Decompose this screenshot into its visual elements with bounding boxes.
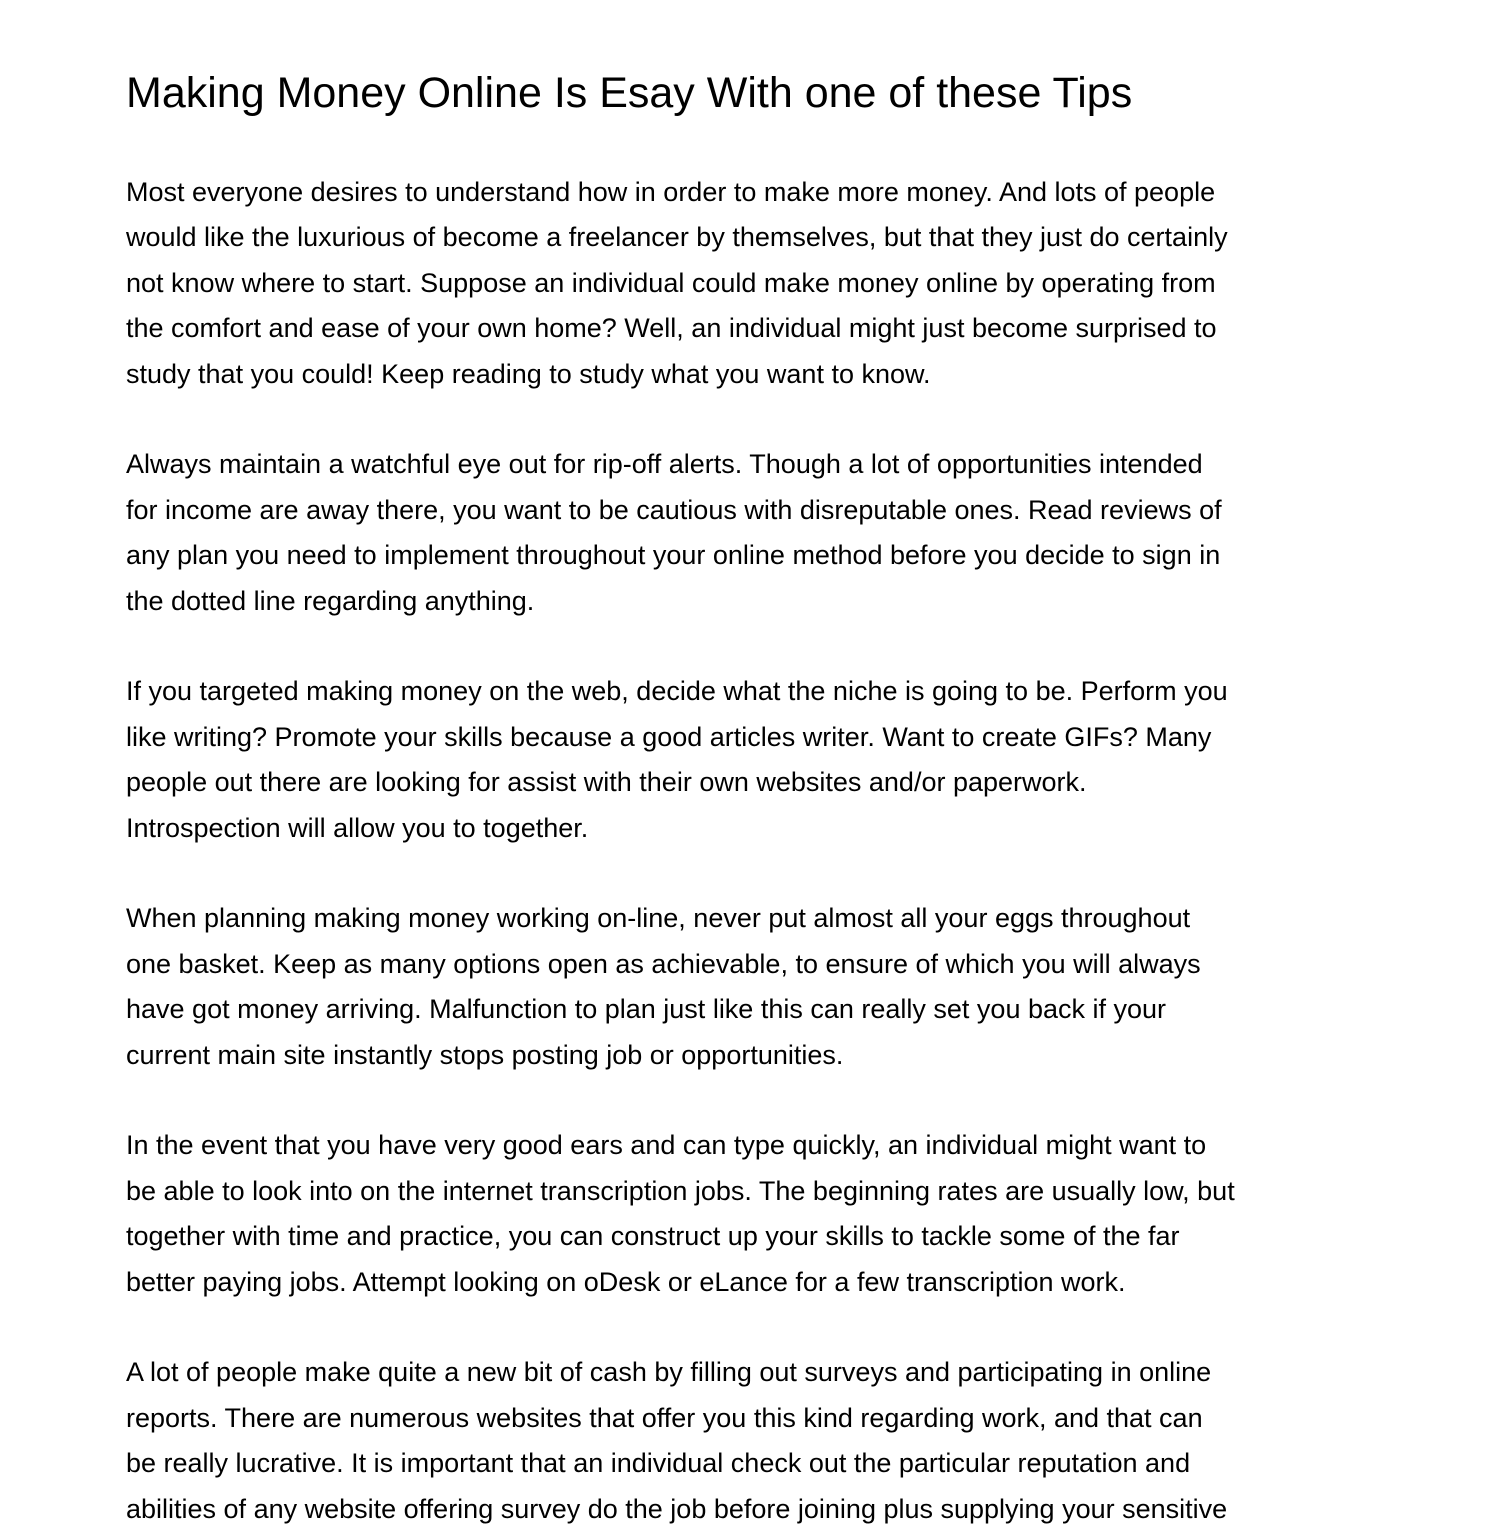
paragraph-line: abilities of any website offering survey do the job before joining plus supplying your sensitive (126, 1493, 1228, 1524)
paragraph-line: Introspection will allow you to together. (126, 812, 589, 843)
paragraph-line: like writing? Promote your skills because a good articles writer. Want to create GIFs? Many (126, 721, 1212, 752)
paragraph-line: reports. There are numerous websites that offer you this kind regarding work, and that can (126, 1402, 1203, 1433)
page-title: Making Money Online Is Esay With one of these Tips (126, 69, 1133, 117)
paragraph-surveys (126, 1350, 1376, 1532)
paragraph-scam-alerts (126, 442, 1376, 624)
paragraph-line: not know where to start. Suppose an individual could make money online by operating from (126, 267, 1216, 298)
paragraph-line: one basket. Keep as many options open as achievable, to ensure of which you will always (126, 948, 1201, 979)
document-body (126, 66, 1376, 1532)
paragraph-line: people out there are looking for assist with their own websites and/or paperwork. (126, 767, 1087, 798)
paragraph-line: Most everyone desires to understand how in order to make more money. And lots of people (126, 177, 1216, 207)
paragraph-line: the comfort and ease of your own home? Well, an individual might just become surprised to (126, 313, 1217, 344)
paragraph-line: the dotted line regarding anything. (126, 585, 535, 616)
paragraph-line: In the event that you have very good ears and can type quickly, an individual might want to (126, 1130, 1207, 1161)
paragraph-line: If you targeted making money on the web, decide what the niche is going to be. Perform you (126, 676, 1228, 707)
paragraph-niche (126, 669, 1376, 851)
paragraph-line: for income are away there, you want to be cautious with disreputable ones. Read reviews of (126, 494, 1222, 525)
paragraph-line: Always maintain a watchful eye out for rip-off alerts. Though a lot of opportunities intended (126, 449, 1203, 480)
paragraph-line: A lot of people make quite a new bit of cash by filling out surveys and participating in online (126, 1357, 1212, 1388)
paragraph-line: be really lucrative. It is important that an individual check out the particular reputation and (126, 1448, 1191, 1479)
paragraph-diversify (126, 896, 1376, 1078)
paragraph-line: When planning making money working on-line, never put almost all your eggs throughout (126, 903, 1191, 934)
paragraph-line: better paying jobs. Attempt looking on oDesk or eLance for a few transcription work. (126, 1266, 1126, 1297)
paragraph-line: any plan you need to implement throughout your online method before you decide to sign in (126, 540, 1221, 571)
paragraph-line: would like the luxurious of become a freelancer by themselves, but that they just do certainly (126, 222, 1228, 253)
paragraph-line: current main site instantly stops posting job or opportunities. (126, 1039, 844, 1070)
paragraph-line: together with time and practice, you can construct up your skills to tackle some of the far (126, 1221, 1180, 1252)
paragraph-line: have got money arriving. Malfunction to plan just like this can really set you back if your (126, 994, 1167, 1025)
paragraph-transcription (126, 1123, 1376, 1305)
paragraph-line: be able to look into on the internet transcription jobs. The beginning rates are usually low, but (126, 1175, 1235, 1206)
paragraph-intro (126, 170, 1376, 397)
paragraph-line: study that you could! Keep reading to study what you want to know. (126, 358, 931, 389)
